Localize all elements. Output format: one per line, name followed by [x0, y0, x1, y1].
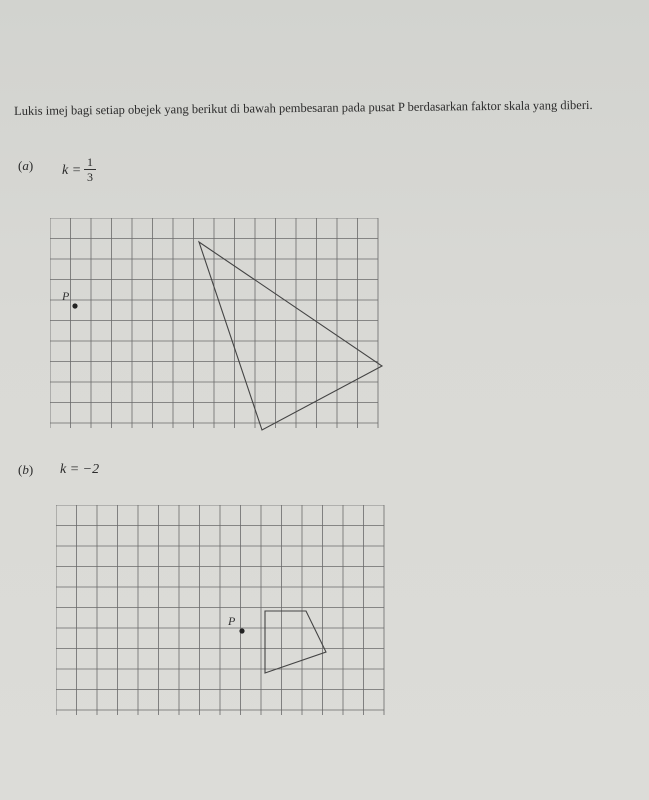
part-b-label: (b): [18, 462, 34, 477]
part-a-k-numerator: 1: [87, 155, 93, 169]
part-a-k-denominator: 3: [87, 170, 93, 184]
part-a-k-fraction: [84, 156, 96, 183]
part-b-center-point: [239, 628, 244, 633]
part-a-label: (a): [18, 158, 34, 173]
part-a-center-label: P: [62, 289, 70, 303]
part-a-triangle-object: [199, 242, 382, 430]
part-b-k-value: k = −2: [60, 462, 100, 477]
part-a-grid: [50, 218, 390, 433]
part-a-center-point: [72, 303, 77, 308]
part-b-quadrilateral-object: [265, 611, 326, 673]
part-a-k-prefix: k =: [62, 163, 82, 178]
part-b-grid: [56, 505, 388, 720]
instruction-text: Lukis imej bagi setiap obejek yang berikut di bawah pembesaran pada pusat P berdasarkan faktor skala yang diberi.: [14, 97, 593, 118]
part-b-center-label: P: [228, 614, 236, 628]
